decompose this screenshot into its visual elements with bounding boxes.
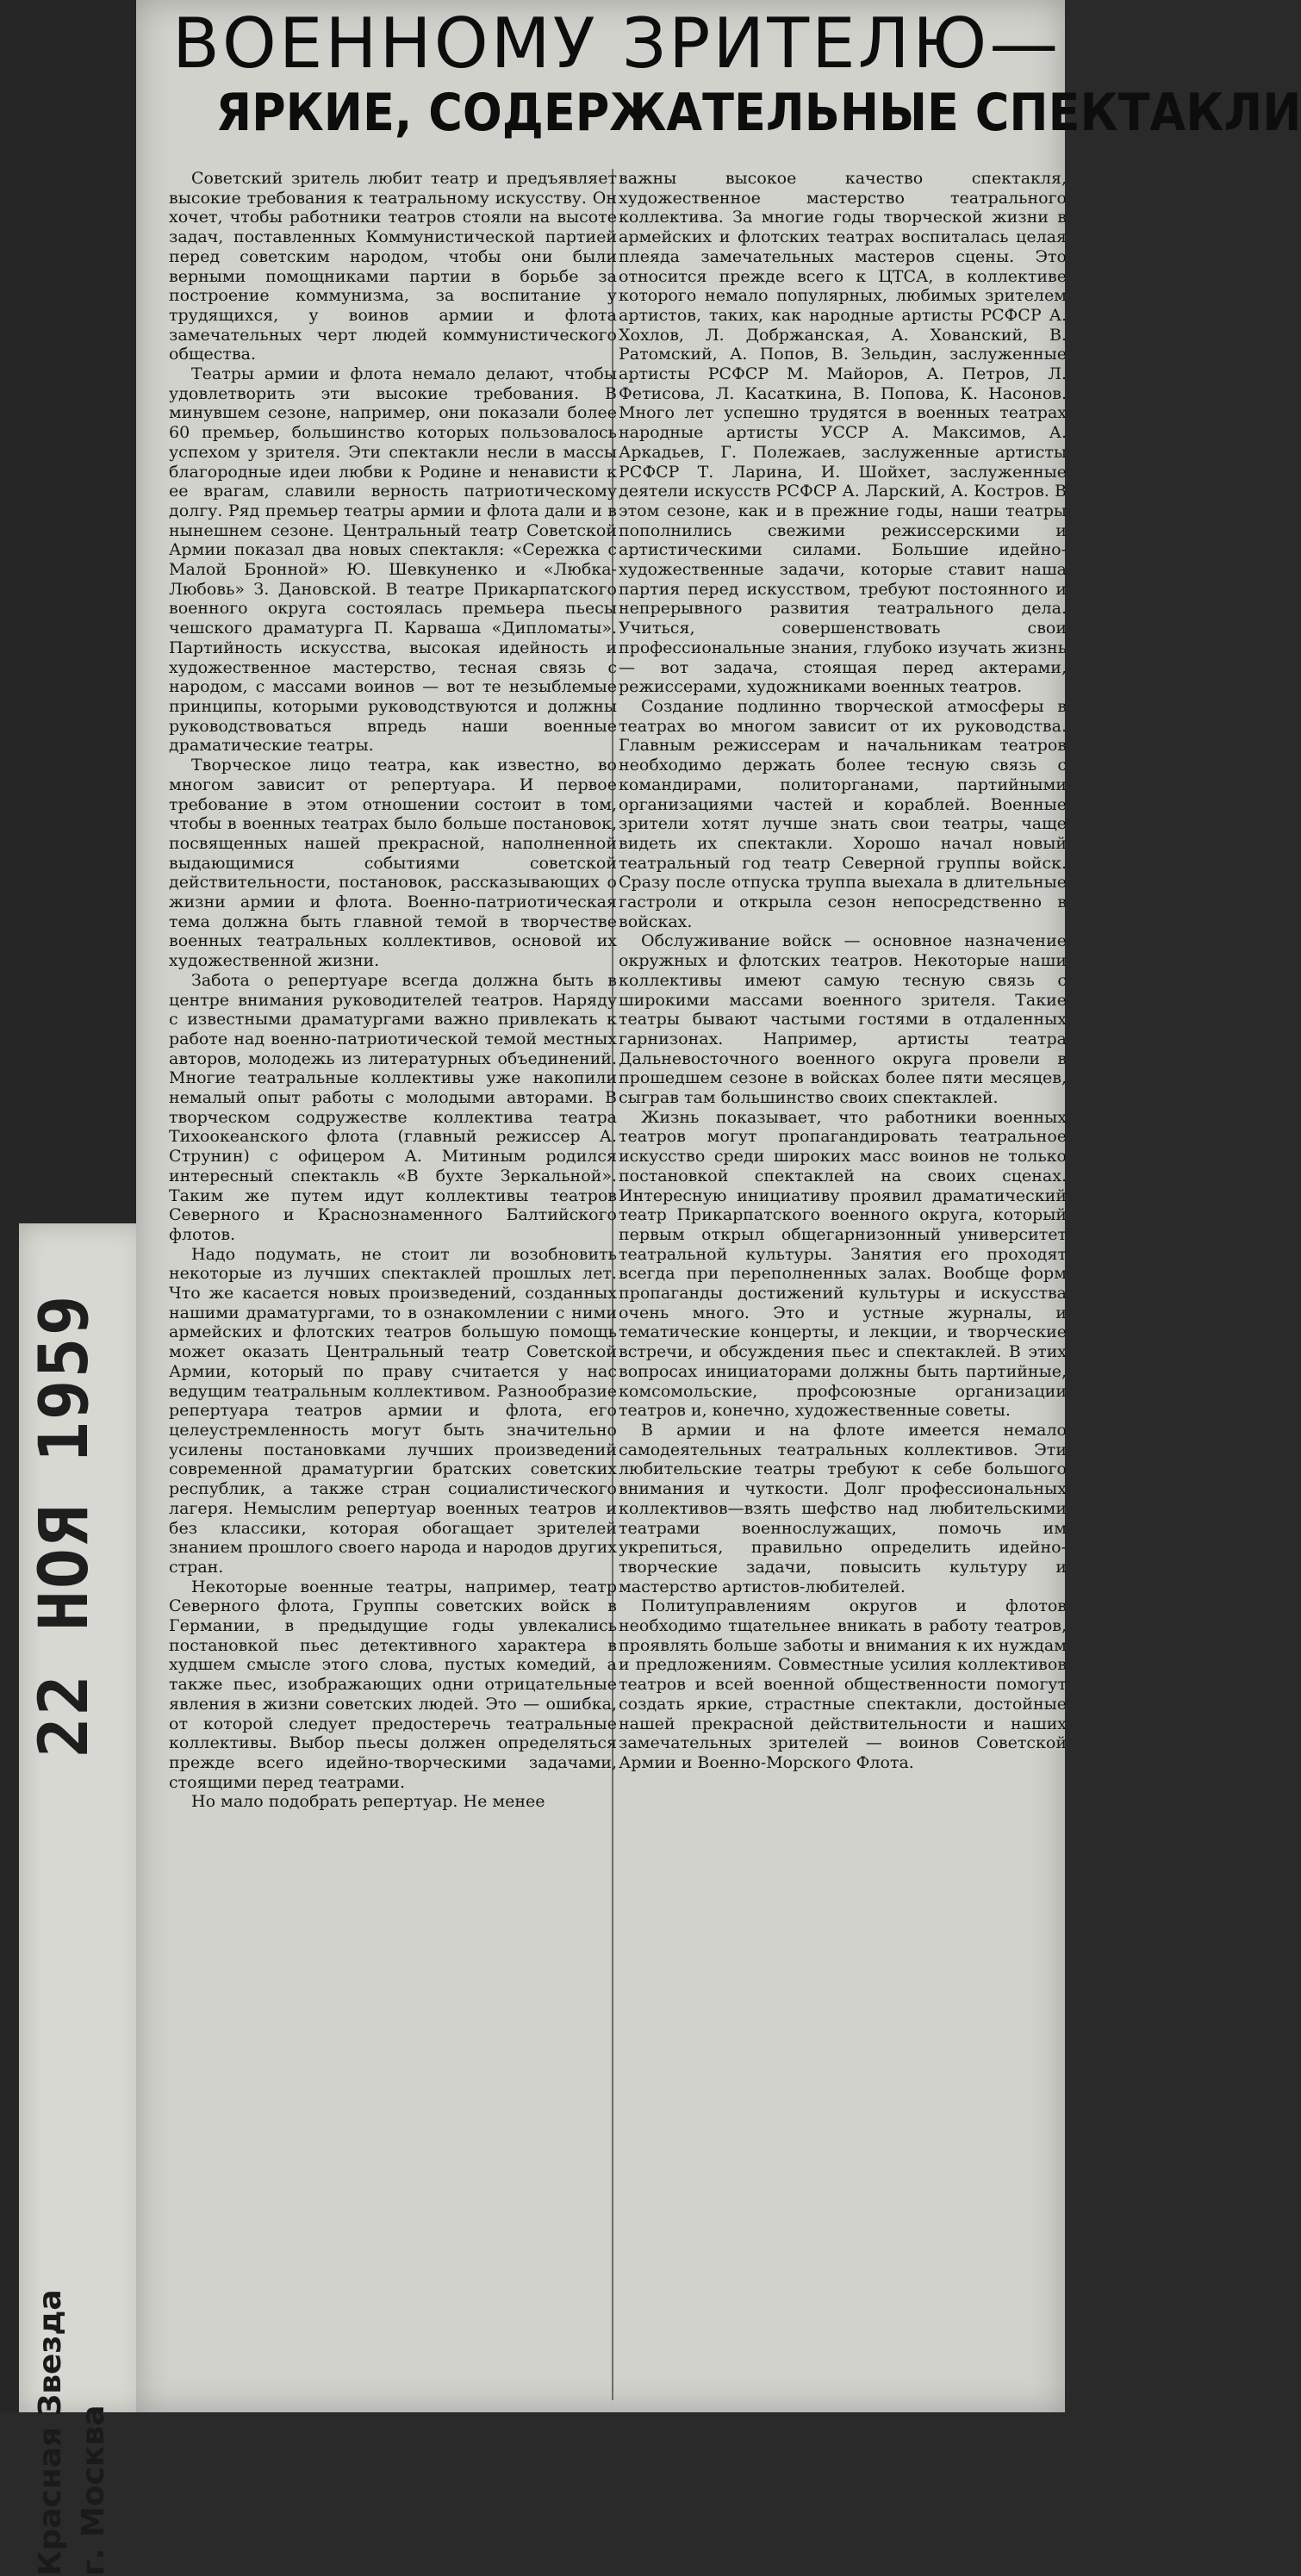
paragraph: Жизнь показывает, что работники военных театров могут пропагандировать театральное искусство среди широких масс воинов не только постановкой спектаклей на своих сценах. Интересную инициативу проявил драматический театр Прикарпатского военного округа, который первым открыл общегарнизонный университет театральной культуры. Занятия его проходят всегда при переполненных залах. Вообще форм пропаганды достижений культуры и искусства очень много. Это и устные журналы, и тематические концерты, и лекции, и творческие встречи, и обсуждения пьес и спектаклей. В этих вопросах инициаторами должны быть партийные, комсомольские, профсоюзные организации театров и, конечно, художественные советы. <box>619 1107 1067 1421</box>
date-stamp: 22 НОЯ 1959 <box>26 1293 103 1758</box>
paragraph: Творческое лицо театра, как известно, во многом зависит от репертуара. И первое требование в этом отношении состоит в том, чтобы в военных театрах было больше постановок, посвященных нашей прекрасной, наполненной выдающимися событиями советской действительности, постановок, рассказывающих о жизни армии и флота. Военно-патриотическая тема должна быть главной темой в творчестве военных театральных коллективов, основой их художественной жизни. <box>169 756 617 971</box>
paragraph: важны высокое качество спектакля, художественное мастерство театрального коллектива. За многие годы творческой жизни в армейских и флотских театрах воспиталась целая плеяда замечательных мастеров сцены. Это относится прежде всего к ЦТСА, в коллективе которого немало популярных, любимых зрителем артистов, таких, как народные артисты РСФСР А. Хохлов, Л. Добржанская, А. Хованский, В. Ратомский, А. Попов, В. Зельдин, заслуженные артисты РСФСР М. Майоров, А. Петров, Л. Фетисова, Л. Касаткина, В. Попова, К. Насонов. Много лет успешно трудятся в военных театрах народные артисты УССР А. Максимов, А. Аркадьев, Г. Полежаев, заслуженные артисты РСФСР Т. Ларина, И. Шойхет, заслуженные деятели искусств РСФСР А. Ларский, А. Костров. В этом сезоне, как и в прежние годы, наши театры пополнились свежими режиссерскими и артистическими силами. Большие идейно-художественные задачи, которые ставит наша партия перед искусством, требуют постоянного и непрерывного развития театрального дела. Учиться, совершенствовать свои профессиональные знания, глубоко изучать жизнь — вот задача, стоящая перед актерами, режиссерами, художниками военных театров. <box>619 169 1067 697</box>
paragraph: Театры армии и флота немало делают, чтобы удовлетворить эти высокие требования. В минувшем сезоне, например, они показали более 60 премьер, большинство которых пользовалось успехом у зрителя. Эти спектакли несли в массы благородные идеи любви к Родине и ненависти к ее врагам, славили верность патриотическому долгу. Ряд премьер театры армии и флота дали и в нынешнем сезоне. Центральный театр Советской Армии показал два новых спектакля: «Сережка с Малой Бронной» Ю. Шевкуненко и «Любка-Любовь» З. Дановской. В театре Прикарпатского военного округа состоялась премьера пьесы чешского драматурга П. Карваша «Дипломаты». Партийность искусства, высокая идейность и художественное мастерство, тесная связь с народом, с массами воинов — вот те незыблемые принципы, которыми руководствуются и должны руководствоваться впредь наши военные драматические театры. <box>169 364 617 756</box>
source-stamp-city: г. Москва <box>76 2405 111 2576</box>
headline-line-1: ВОЕННОМУ ЗРИТЕЛЮ— <box>172 3 1061 84</box>
paragraph: В армии и на флоте имеется немало самодеятельных театральных коллективов. Эти любительские театры требуют к себе большого внимания и чуткости. Долг профессиональных коллективов—взять шефство над любительскими театрами военнослужащих, помочь им укрепиться, правильно определить идейно-творческие задачи, повысить культуру и мастерство артистов-любителей. <box>619 1421 1067 1596</box>
paragraph: Советский зритель любит театр и предъявляет высокие требования к театральному искусству. Он хочет, чтобы работники театров стояли на высоте задач, поставленных Коммунистической партией перед советским народом, чтобы они были верными помощниками партии в борьбе за построение коммунизма, за воспитание у трудящихся, у воинов армии и флота замечательных черт людей коммунистического общества. <box>169 169 617 364</box>
article-column-left <box>169 169 617 2409</box>
paragraph: Обслуживание войск — основное назначение окружных и флотских театров. Некоторые наши коллективы имеют самую тесную связь с широкими массами военного зрителя. Такие театры бывают частыми гостями в отдаленных гарнизонах. Например, артисты театра Дальневосточного военного округа провели в прошедшем сезоне в войсках более пяти месяцев, сыграв там большинство своих спектаклей. <box>619 931 1067 1108</box>
paragraph: Но мало подобрать репертуар. Не менее <box>191 1792 545 1812</box>
paragraph: Надо подумать, не стоит ли возобновить некоторые из лучших спектаклей прошлых лет. Что же касается новых произведений, созданных нашими драматургами, то в ознакомлении с ними армейских и флотских театров большую помощь может оказать Центральный театр Советской Армии, который по праву считается у нас ведущим театральным коллективом. Разнообразие репертуара театров армии и флота, его целеустремленность могут быть значительно усилены постановками лучших произведений современной драматургии братских советских республик, а также стран социалистического лагеря. Немыслим репертуар военных театров и без классики, которая обогащает зрителей знанием прошлого своего народа и народов других стран. <box>169 1244 617 1577</box>
paragraph: Политуправлениям округов и флотов необходимо тщательнее вникать в работу театров, проявлять больше заботы и внимания к их нуждам и предложениям. Совместные усилия коллективов театров и всей военной общественности помогут создать яркие, страстные спектакли, достойные нашей прекрасной действительности и наших замечательных зрителей — воинов Советской Армии и Военно-Морского Флота. <box>619 1596 1067 1772</box>
headline-line-2: ЯРКИЕ, СОДЕРЖАТЕЛЬНЫЕ СПЕКТАКЛИ <box>215 83 1301 143</box>
paragraph: Создание подлинно творческой атмосферы в театрах во многом зависит от их руководства. Главным режиссерам и начальникам театров необходимо держать более тесную связь с командирами, политорганами, партийными организациями частей и кораблей. Военные зрители хотят лучше знать свои театры, чаще видеть их спектакли. Хорошо начал новый театральный год театр Северной группы войск. Сразу после отпуска труппа выехала в длительные гастроли и открыла сезон непосредственно в войсках. <box>619 696 1067 931</box>
article-column-right <box>619 169 1067 2409</box>
paragraph: Некоторые военные театры, например, театр Северного флота, Группы советских войск в Германии, в предыдущие годы увлекались постановкой пьес детективного характера в худшем смысле этого слова, пустых комедий, а также пьес, изображающих одни отрицательные явления в жизни советских людей. Это — ошибка, от которой следует предостеречь театральные коллективы. Выбор пьесы должен определяться прежде всего идейно-творческими задачами, стоящими перед театрами. <box>169 1577 617 1792</box>
paragraph: Забота о репертуаре всегда должна быть в центре внимания руководителей театров. Наряду с известными драматургами важно привлекать к работе над военно-патриотической темой местных авторов, молодежь из литературных объединений. Многие театральные коллективы уже накопили немалый опыт работы с молодыми авторами. В творческом содружестве коллектива театра Тихоокеанского флота (главный режиссер А. Струнин) с офицером А. Митиным родился интересный спектакль «В бухте Зеркальной». Таким же путем идут коллективы театров Северного и Краснознаменного Балтийского флотов. <box>169 970 617 1244</box>
source-stamp-newspaper: Красная Звезда <box>33 2289 68 2576</box>
